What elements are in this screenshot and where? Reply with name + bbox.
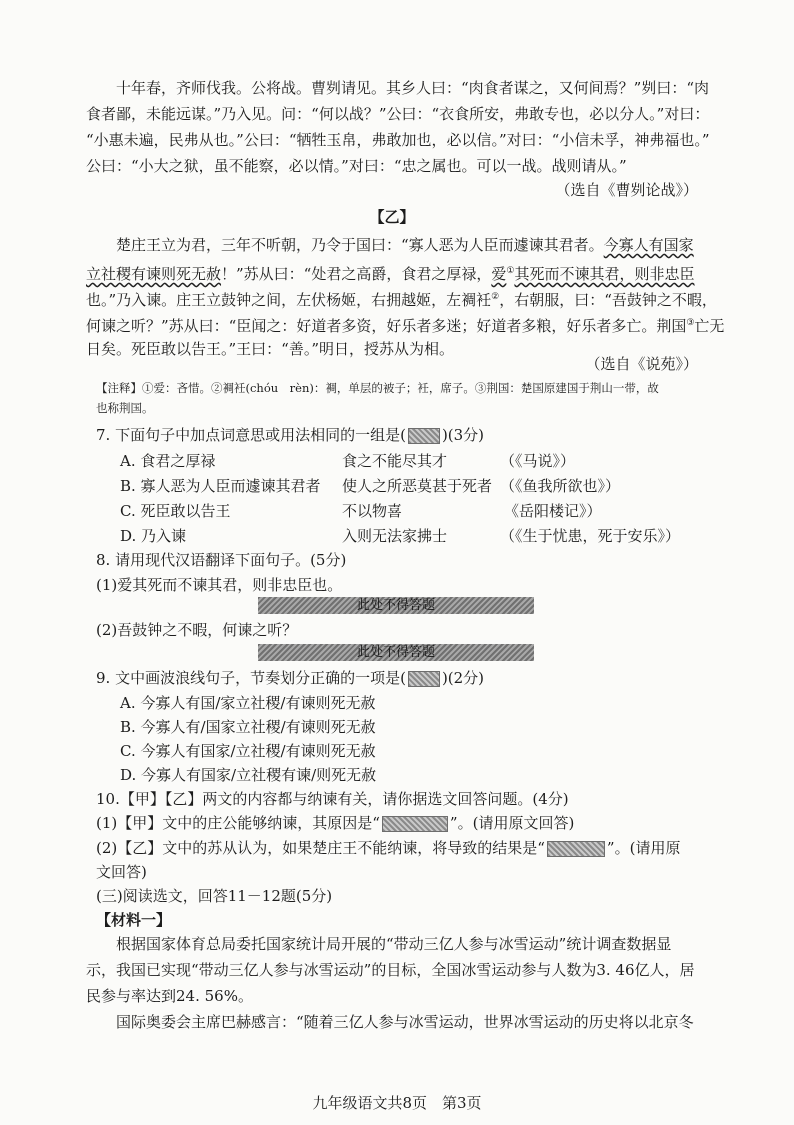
q7-option-a-source: （《马说》） [500,452,576,470]
q10-stem: 10.【甲】【乙】两文的内容都与纳谏有关，请你据选文回答问题。(4分) [96,790,569,808]
yi-line-3 [86,287,717,310]
jia-line-1: 十年春，齐师伐我。公将战。曹刿请见。其乡人曰：“肉食者谋之，又何间焉？”刿曰：“肉 [116,79,710,97]
yi-line-3-text: 也。”乃入谏。庄王立鼓钟之间，左伏杨姬，右拥越姬，左裯衽 [86,291,492,309]
q9-option-c: C. 今寡人有国家/立社稷/有谏则死无赦 [120,742,376,760]
no-answer-zone-1: 此处不得答题 [258,597,534,614]
q9-answer-blank[interactable] [408,671,440,687]
yi-wavy-1: 今寡人有国家 [603,236,694,254]
jia-line-3: “小惠未遍，民弗从也。”公曰：“牺牲玉帛，弗敢加也，必以信。”对曰：“小信未孚，神弗福也。” [86,131,710,149]
jia-line-4: 公曰：“小大之狱，虽不能察，必以情。”对曰：“忠之属也。可以一战。战则请从。” [86,157,627,175]
q7-option-d: D. 乃入谏 [120,527,187,545]
yi-line-4 [86,313,725,336]
note-ref-3: ③ [686,318,695,328]
yi-line-5: 日矣。死臣敢以告王。”王曰：“善。”明日，授苏从为相。 [86,340,455,358]
q7-stem-text: 7. 下面句子中加点词意思或用法相同的一组是( [96,426,406,444]
q9-option-a: A. 今寡人有国/家立社稷/有谏则死无赦 [120,694,376,712]
q10-part-2-tail: ”。(请用原 [606,839,681,857]
material-1-line-1: 根据国家体育总局委托国家统计局开展的“带动三亿人参与冰雪运动”统计调查数据显 [116,935,672,953]
q10-part-1 [96,813,708,833]
q9-stem [96,668,708,688]
page-footer: 九年级语文共8页 第3页 [312,1094,482,1112]
q7-option-d-source: （《生于忧患，死于安乐》） [500,527,681,545]
q7-option-c: C. 死臣敢以告王 [120,502,231,520]
notes-line-1: 【注释】①爱：吝惜。②裯衽(chóu rèn)：裯，单层的被子；衽，席子。③荆国：楚国原建国于荆山一带，故 [96,381,659,395]
note-ref-2: ② [491,292,500,302]
jia-line-2: 食者鄙，未能远谋。”乃入见。问：“何以战？”公曰：“衣食所安，弗敢专也，必以分人。”对曰： [86,105,710,123]
note-ref-1: ① [506,266,515,276]
q7-option-a: A. 食君之厚禄 [120,452,216,470]
yi-line-3-text-b: ，右朝服，曰：“吾鼓钟之不暇， [499,291,717,309]
q10-answer-blank-1[interactable] [382,816,448,832]
q7-option-b: B. 寡人恶为人臣而遽谏其君者 [120,477,321,495]
q8-stem: 8. 请用现代汉语翻译下面句子。(5分) [96,551,347,569]
notes-line-2: 也称荆国。 [96,401,154,415]
q10-part-2 [96,838,708,858]
yi-source: （选自《说苑》） [585,355,698,373]
yi-line-4-text: 何谏之听？”苏从曰：“臣闻之：好道者多资，好乐者多迷；好道者多粮，好乐者多亡。荆国 [86,317,687,335]
no-answer-zone-2: 此处不得答题 [258,644,534,661]
q7-answer-blank[interactable] [408,428,440,444]
material-1-title: 【材料一】 [96,911,172,929]
material-1-line-2: 示，我国已实现“带动三亿人参与冰雪运动”的目标，全国冰雪运动参与人数为3. 46亿人，居 [86,961,695,979]
q7-option-c-source: 《岳阳楼记》） [504,502,602,520]
q7-option-c-compare: 不以物喜 [342,502,403,520]
section-3-heading: (三)阅读选文，回答11－12题(5分) [96,887,333,905]
yi-line-1 [116,235,728,255]
q7-option-b-compare: 使人之所恶莫甚于死者 [342,477,493,495]
yi-line-1-text: 楚庄王立为君，三年不听朝，乃令于国曰：“寡人恶为人臣而遽谏其君者。 [116,236,604,254]
q9-option-d: D. 今寡人有国家/立社稷有谏/则死无赦 [120,766,377,784]
q9-stem-text: 9. 文中画波浪线句子，节奏划分正确的一项是( [96,669,406,687]
q8-sentence-1: (1)爱其死而不谏其君，则非忠臣也。 [96,576,343,594]
q9-option-b: B. 今寡人有/国家立社稷/有谏则死无赦 [120,718,376,736]
q9-stem-score: )(2分) [441,669,485,687]
q7-stem [96,425,708,445]
q10-part-2-continued: 文回答) [96,863,147,881]
q7-stem-score: )(3分) [441,426,485,444]
yi-line-4-text-b: 亡无 [694,317,725,335]
yi-wavy-2: 立社稷有谏则死无赦 [86,265,222,283]
q10-part-1-tail: ”。(请用原文回答) [449,814,575,832]
material-1-line-3: 民参与率达到24. 56%。 [86,987,253,1005]
q7-option-a-compare: 食之不能尽其才 [342,452,448,470]
q7-option-d-compare: 入则无法家拂士 [342,527,448,545]
q8-sentence-2: (2)吾鼓钟之不暇，何谏之听？ [96,621,298,639]
q10-part-1-text: (1)【甲】文中的庄公能够纳谏，其原因是“ [96,814,380,832]
yi-underline-ai: 爱 [491,265,507,283]
jia-source: （选自《曹刿论战》） [555,181,698,199]
yi-underline-2: 其死而不谏其君，则非忠臣 [514,265,695,283]
q10-part-2-text: (2)【乙】文中的苏从认为，如果楚庄王不能纳谏，将导致的结果是“ [96,839,545,857]
yi-line-2 [86,261,698,284]
q10-answer-blank-2[interactable] [547,841,605,857]
yi-header: 【乙】 [369,208,415,226]
material-1-line-4: 国际奥委会主席巴赫感言：“随着三亿人参与冰雪运动，世界冰雪运动的历史将以北京冬 [116,1013,694,1031]
yi-line-2-text: ！”苏从曰：“处君之高爵，食君之厚禄， [221,265,492,283]
q7-option-b-source: （《鱼我所欲也》） [500,477,621,495]
